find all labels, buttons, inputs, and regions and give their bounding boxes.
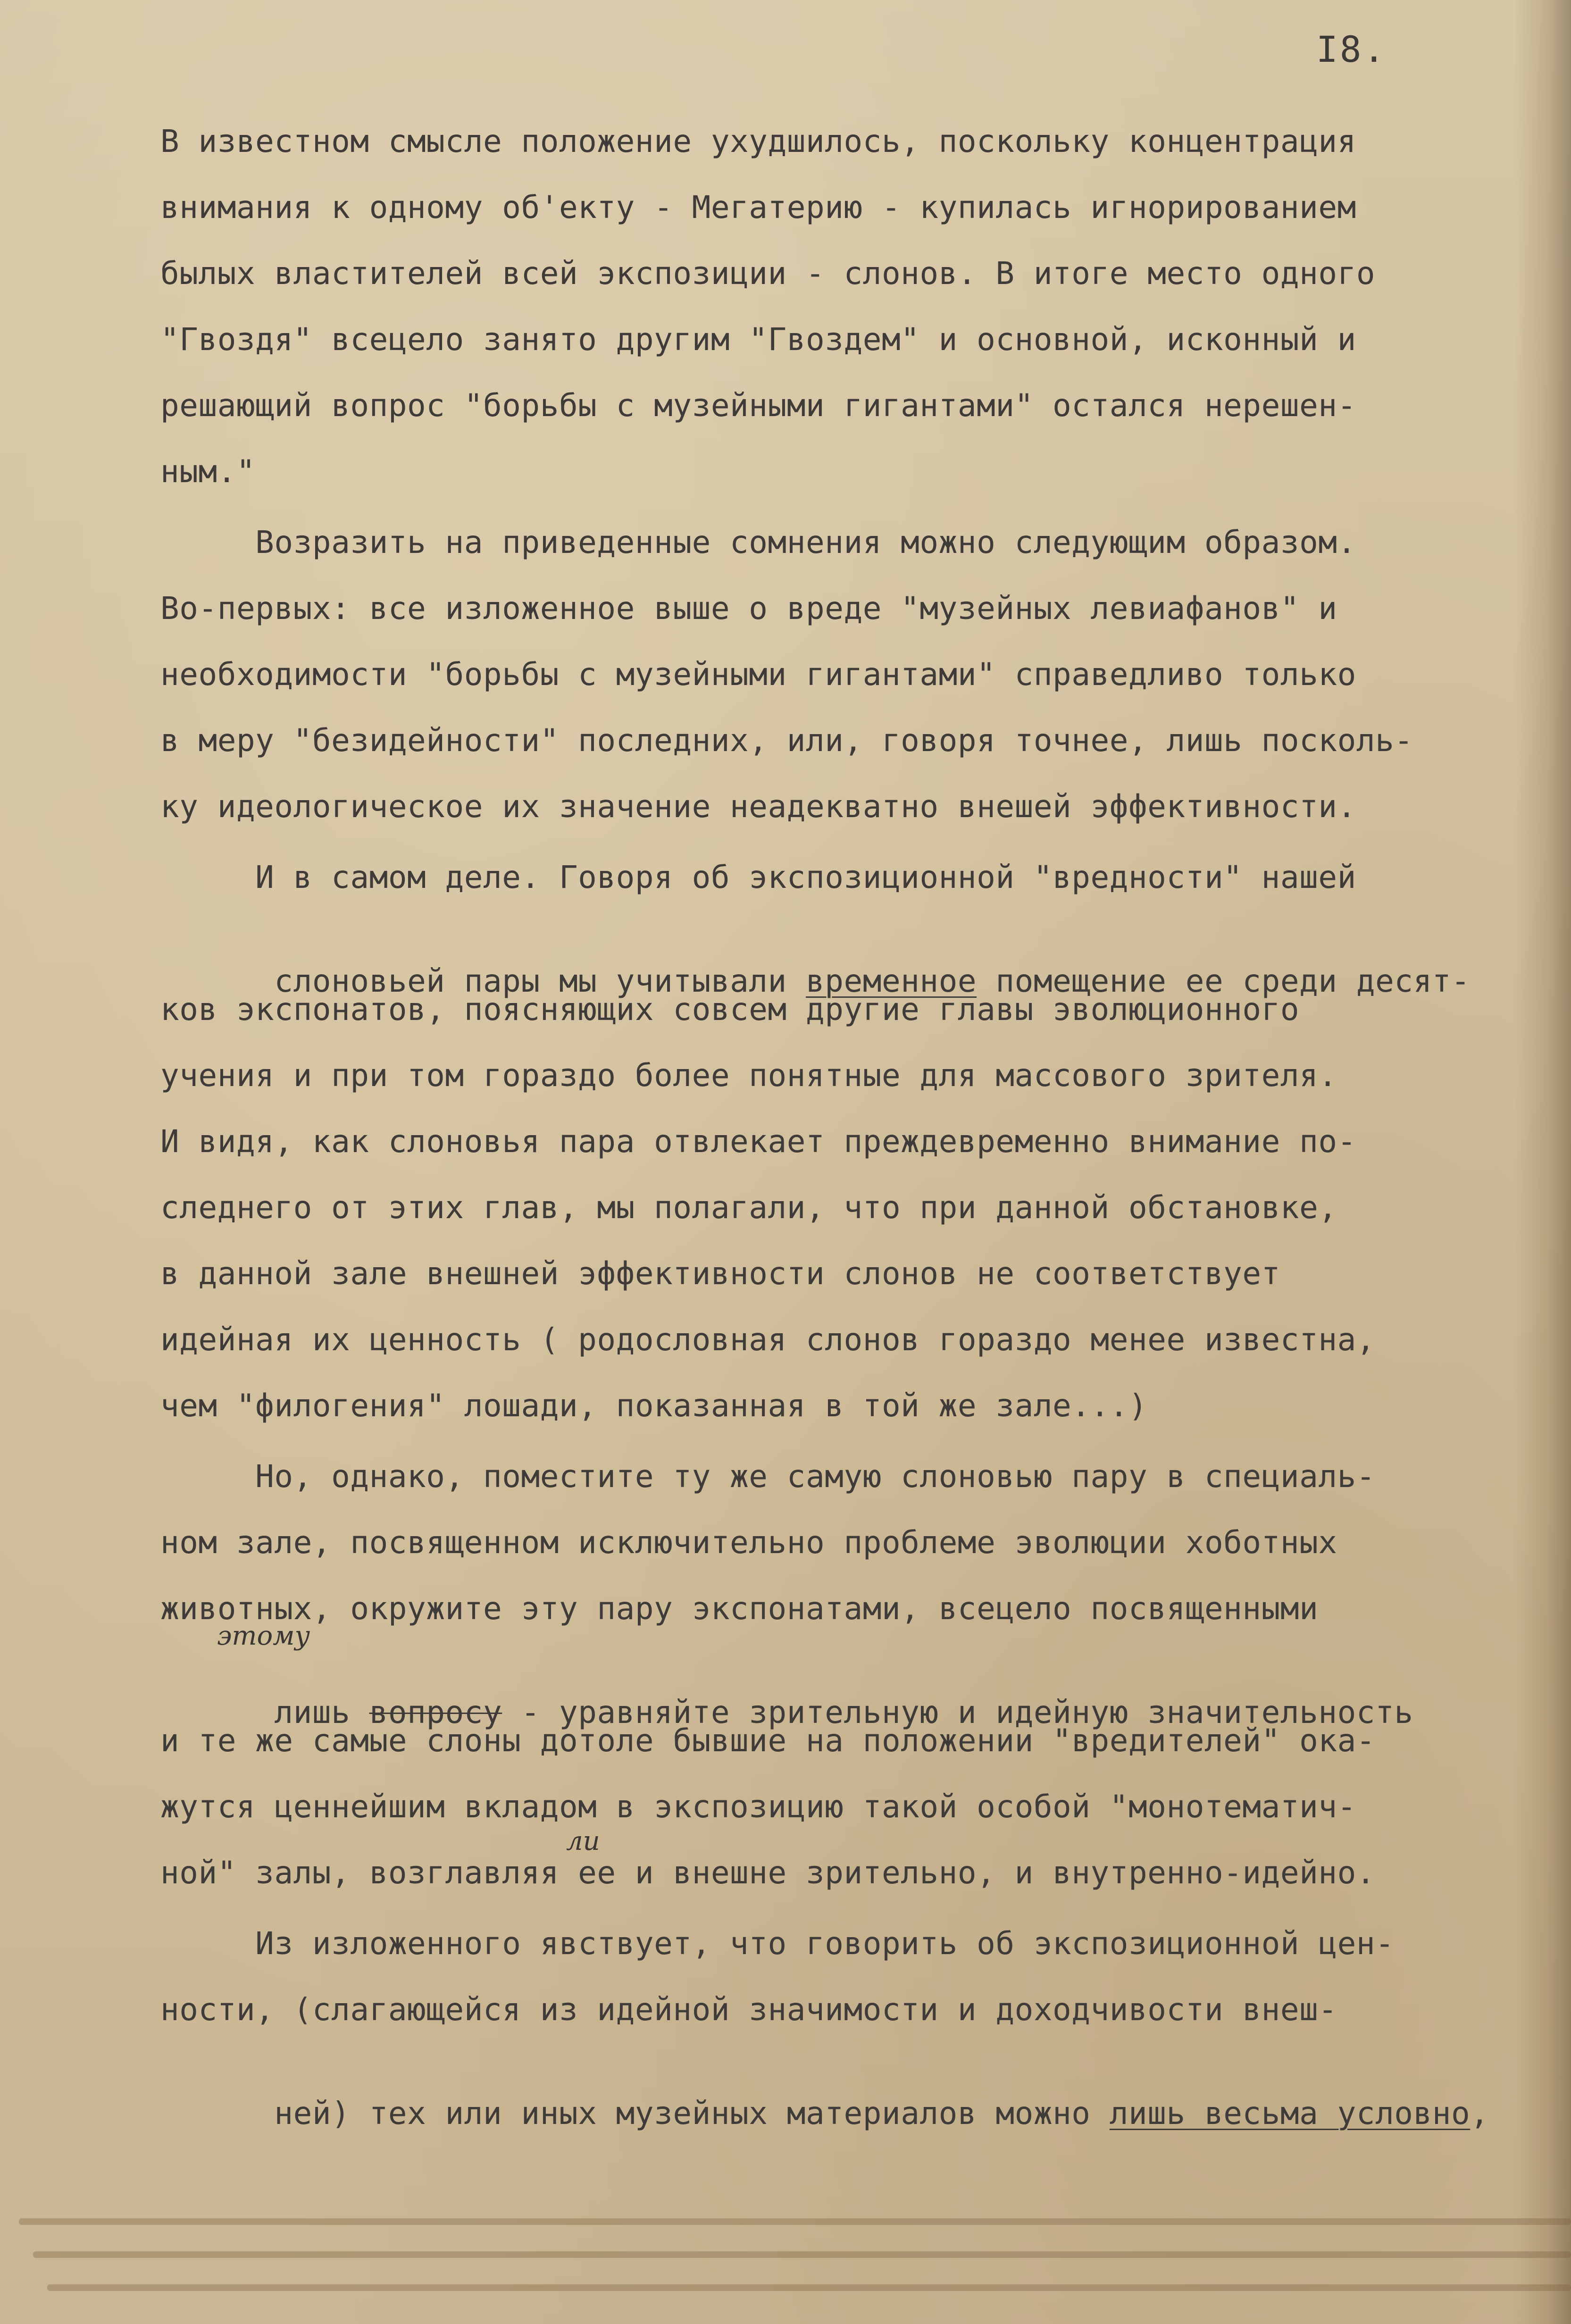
text-line: чем "филогения" лошади, показанная в той же зале...)	[160, 1388, 1148, 1424]
text-segment: помещение ее среди десят-	[977, 963, 1471, 999]
text-line: решающий вопрос "борьбы с музейными гигантами" остался нерешен-	[160, 387, 1356, 424]
text-line: Возразить на приведенные сомнения можно следующим образом.	[160, 524, 1356, 560]
text-line: внимания к одному об'екту - Мегатерию - купилась игнорированием	[160, 189, 1356, 226]
text-line: в меру "безидейности" последних, или, говоря точнее, лишь посколь-	[160, 722, 1413, 759]
underlying-page-edge	[19, 2218, 1571, 2225]
text-segment: ней) тех или иных музейных материалов можно	[274, 2095, 1110, 2132]
text-line: в данной зале внешней эффективности слонов не соответствует	[160, 1255, 1280, 1292]
text-line: И в самом деле. Говоря об экспозиционной "вредности" нашей	[160, 859, 1356, 895]
text-line: жутся ценнейшим вкладом в экспозицию такой особой "монотематич-	[160, 1789, 1356, 1825]
handwritten-insertion: этому	[217, 1621, 310, 1651]
text-line: "Гвоздя" всецело занято другим "Гвоздем" и основной, исконный и	[160, 321, 1356, 358]
text-line: Во-первых: все изложенное выше о вреде "музейных левиафанов" и	[160, 590, 1337, 627]
text-line: В известном смысле положение ухудшилось, поскольку концентрация	[160, 123, 1356, 159]
text-segment: лишь	[274, 1694, 369, 1730]
text-line: И видя, как слоновья пара отвлекает преждевременно внимание по-	[160, 1123, 1356, 1160]
text-line: Из изложенного явствует, что говорить об экспозиционной цен-	[160, 1925, 1395, 1962]
text-line: ку идеологическое их значение неадекватно внешей эффективности.	[160, 788, 1356, 825]
page-number: I8.	[1316, 28, 1387, 70]
text-segment: - уравняйте зрительную и идейную значительность	[502, 1694, 1413, 1730]
page-edge-shadow	[1514, 0, 1571, 2324]
underlined-phrase: лишь весьма условно	[1109, 2095, 1471, 2132]
text-line: учения и при том гораздо более понятные для массового зрителя.	[160, 1057, 1337, 1094]
text-line: былых властителей всей экспозиции - слонов. В итоге место одного	[160, 255, 1376, 292]
underlying-page-edge	[33, 2251, 1571, 2258]
text-line: ной" залы, возглавляя ее и внешне зрительно, и внутренно-идейно.	[160, 1855, 1376, 1891]
text-line: животных, окружите эту пару экспонатами, всецело посвященными	[160, 1590, 1319, 1627]
text-line: ным."	[160, 453, 256, 490]
text-line: ном зале, посвященном исключительно проблеме эволюции хоботных	[160, 1524, 1337, 1561]
text-line: идейная их ценность ( родословная слонов гораздо менее известна,	[160, 1321, 1376, 1358]
underlined-word: временное	[806, 963, 977, 999]
text-line: необходимости "борьбы с музейными гигантами" справедливо только	[160, 656, 1356, 693]
handwritten-correction: ли	[566, 1826, 600, 1856]
struck-word: вопросу	[369, 1694, 502, 1730]
text-line: и те же самые слоны дотоле бывшие на положении "вредителей" ока-	[160, 1722, 1376, 1759]
text-segment: ,	[1470, 2095, 1489, 2132]
text-line: ков экспонатов, поясняющих совсем другие главы эволюционного	[160, 991, 1300, 1028]
text-segment: слоновьей пары мы учитывали	[274, 963, 806, 999]
underlying-page-edge	[47, 2284, 1571, 2291]
text-line: Но, однако, поместите ту же самую слоновью пару в специаль-	[160, 1458, 1376, 1495]
text-line: ности, (слагающейся из идейной значимости и доходчивости внеш-	[160, 1991, 1337, 2028]
text-line	[160, 2057, 1489, 2170]
text-line: следнего от этих глав, мы полагали, что при данной обстановке,	[160, 1189, 1337, 1226]
